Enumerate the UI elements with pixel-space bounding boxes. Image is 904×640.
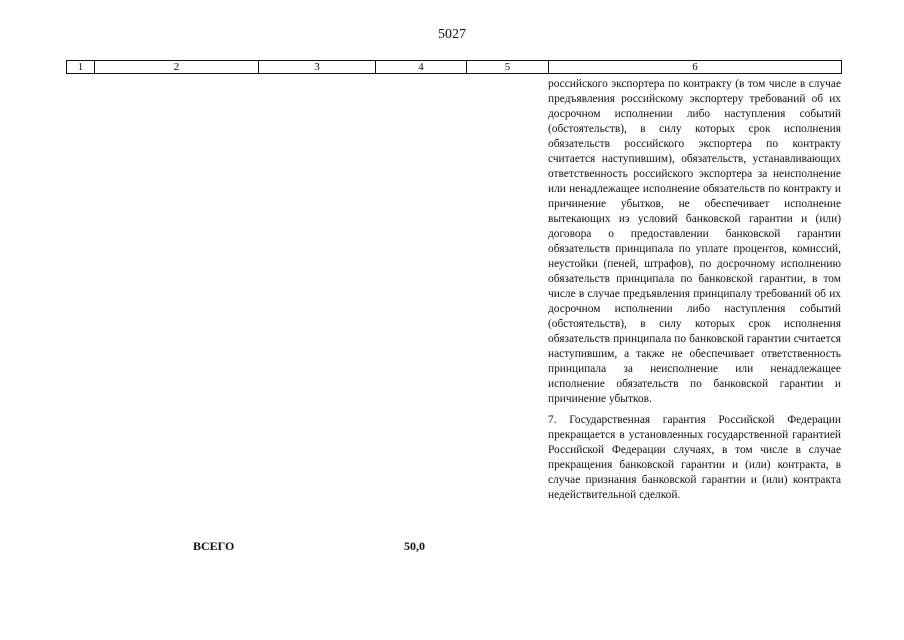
column-6-paragraph-item-7: 7. Государственная гарантия Российской Федерации прекращается в установленных государственной гарантией Российской Федерации случаях, в том числе в случае прекращения банковской гарантии и (или) контракта, в случае признания банковской гарантии и (или) контракта недействительной сделкой.: [548, 414, 841, 501]
page-number: 5027: [438, 27, 466, 42]
column-header-6: 6: [692, 61, 698, 73]
column-header-2: 2: [95, 61, 259, 73]
column-header-4: 4: [376, 61, 467, 73]
table-header-row: [66, 60, 842, 74]
column-header-5: 5: [467, 61, 549, 73]
column-6-content: [548, 77, 841, 503]
total-label: ВСЕГО: [193, 539, 235, 553]
column-header-3: 3: [259, 61, 376, 73]
column-header-1: 1: [67, 61, 95, 73]
column-6-paragraph-continuation: российского экспортера по контракту (в том числе в случае предъявления российскому экспортеру требований об их досрочном исполнении либо наступления событий (обстоятельств), в силу которых срок исполнения обязательств российского экспортера по контракту считается наступившим), обязательств, устанавливающих ответственность российского экспортера за неисполнение или ненадлежащее исполнение обязательств по контракту и причинение убытков, не обеспечивает исполнение вытекающих из условий банковской гарантии и (или) договора о предоставлении банковской гарантии обязательств принципала по уплате процентов, комиссий, неустойки (пеней, штрафов), по досрочному исполнению обязательств принципала по банковской гарантии, в том числе в случае предъявления принципалу требований об их досрочном исполнении либо наступления событий (обстоятельств), в силу которых срок исполнения обязательств принципала по банковской гарантии считается наступившим, а также не обеспечивает ответственность принципала за неисполнение или ненадлежащее исполнение обязательств по банковской гарантии и причинение убытков.: [548, 78, 841, 405]
total-value: 50,0: [404, 539, 425, 553]
